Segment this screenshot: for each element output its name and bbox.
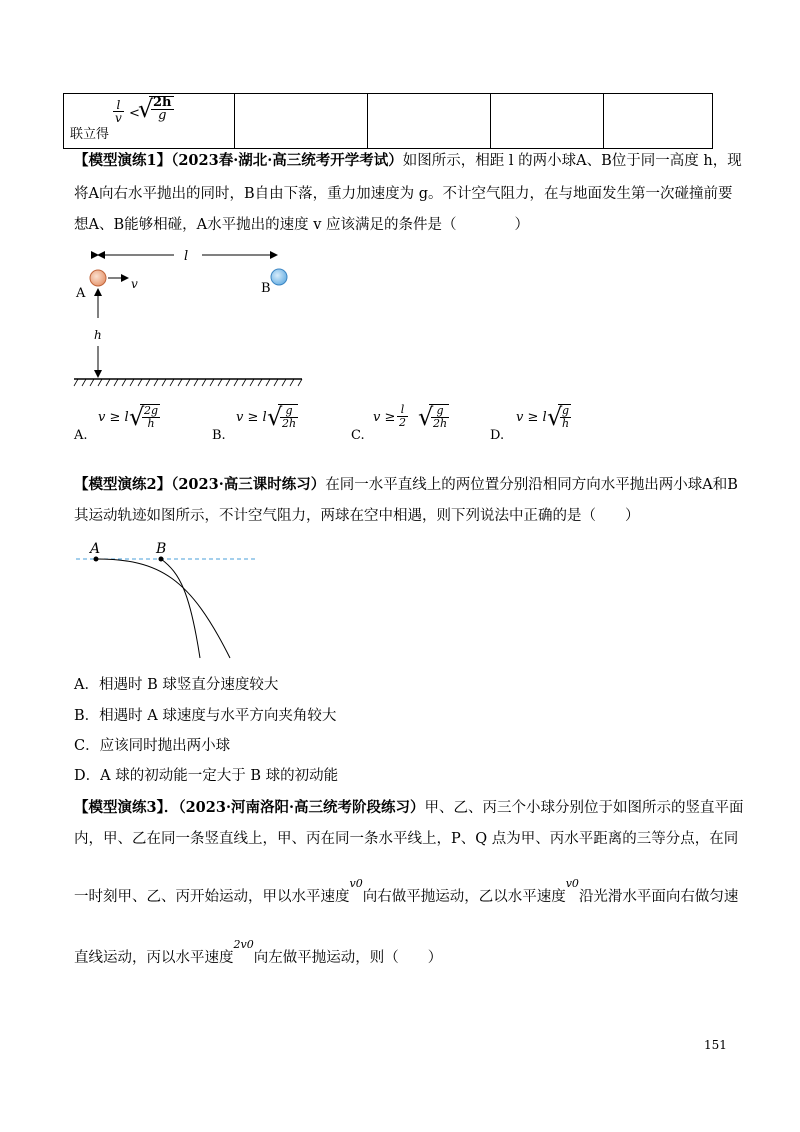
label-a: A [90,541,101,557]
label-a: A [76,286,86,301]
table-cell-formula [64,94,235,149]
point-a [94,557,99,562]
table-row [64,94,713,149]
label-v: v [131,277,138,291]
ball-b [271,269,287,285]
q2-option-c[interactable]: C．应该同时抛出两小球 [74,738,231,754]
v0-symbol: v0 [349,877,363,890]
formula-fraction: $\frac{l}{v}$ [115,98,122,125]
formula-label: 联立得 [70,127,110,142]
q3-line2: 内，甲、乙在同一条竖直线上，甲、丙在同一条水平线上，P、Q 点为甲、丙水平距离的三等分点，在同 [74,831,739,847]
less-than-sign: < [129,106,140,121]
q2-option-b[interactable]: B．相遇时 A 球速度与水平方向夹角较大 [74,708,337,724]
q2-source: （2023·高三课时练习） [171,476,326,493]
q3-line3: 一时刻甲、乙、丙开始运动，甲以水平速度$^{v0}$向右做平抛运动，乙以水平速度$^{v0}$沿光滑水平面向右做匀速 [74,877,739,905]
label-l: l [184,249,189,264]
trajectory-b [161,559,200,658]
q1-tag: 【模型演练1】 [74,152,172,169]
table-cell [235,94,368,149]
q1-line2: 将A向右水平抛出的同时，B自由下落，重力加速度为 g。不计空气阻力，在与地面发生第一次碰撞前要 [74,186,733,202]
q2-option-d[interactable]: D．A 球的初动能一定大于 B 球的初动能 [74,768,339,784]
q2-tag: 【模型演练2】 [74,476,172,493]
q2-option-a[interactable]: A．相遇时 B 球竖直分速度较大 [74,677,279,693]
table-cell [491,94,604,149]
formula-sqrt: √ $\frac{2h}{g}$ [139,96,174,122]
q1-line1 [74,151,742,171]
q2-figure [70,538,270,668]
trajectory-a [96,559,230,658]
label-b: B [156,541,167,557]
q1-text: 如图所示，相距 l 的两小球A、B位于同一高度 h，现 [402,153,742,169]
page-number: 151 [704,1038,727,1052]
table-cell [368,94,491,149]
ground-hatching [74,379,302,386]
label-b: B [261,281,271,296]
v0-symbol: v0 [565,877,579,890]
q2-text: 在同一水平直线上的两位置分别沿相同方向水平抛出两小球A和B [325,477,738,493]
q3-line1: 【模型演练3】．（2023·河南洛阳·高三统考阶段练习）甲、乙、丙三个小球分别位于如图所示的竖直平面 [74,799,744,816]
q1-figure [70,240,310,390]
q1-source: （2023春·湖北·高三统考开学考试） [171,152,403,169]
q3-source: （2023·河南洛阳·高三统考阶段练习） [178,799,425,816]
q1-line3: 想A、B能够相碰，A水平抛出的速度 v 应该满足的条件是（ ） [74,217,530,233]
table-cell [604,94,713,149]
q3-line4: 直线运动，丙以水平速度$^{2v0}$向左做平抛运动，则（ ） [74,938,443,966]
q3-text: 甲、乙、丙三个小球分别位于如图所示的竖直平面 [424,800,744,816]
ball-a [90,270,106,286]
point-b [159,557,164,562]
solution-table [63,93,713,149]
q2-line1 [74,475,738,495]
q3-tag: 【模型演练3】 [74,799,164,816]
q2-line2: 其运动轨迹如图所示，不计空气阻力，两球在空中相遇，则下列说法中正确的是（ ） [74,508,640,524]
label-h: h [94,328,102,342]
2v0-symbol: 2v0 [233,938,254,951]
